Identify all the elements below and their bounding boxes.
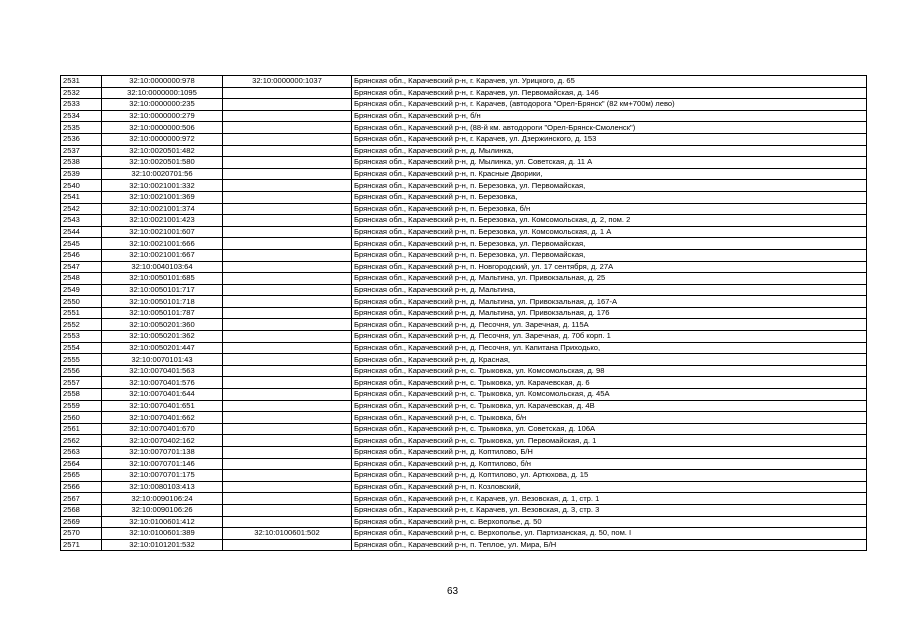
parent-cadastral-number-cell — [223, 122, 352, 134]
cadastral-number-cell: 32:10:0020501:482 — [102, 145, 223, 157]
row-number-cell: 2568 — [61, 504, 102, 516]
table-row — [61, 365, 867, 377]
address-cell: Брянская обл., Карачевский р-н, д. Красная, — [352, 354, 867, 366]
cadastral-number-cell: 32:10:0050201:362 — [102, 331, 223, 343]
address-cell: Брянская обл., Карачевский р-н, с. Трыковка, ул. Первомайская, д. 1 — [352, 435, 867, 447]
cadastral-number-cell: 32:10:0040103:64 — [102, 261, 223, 273]
cadastral-number-cell: 32:10:0021001:607 — [102, 226, 223, 238]
address-cell: Брянская обл., Карачевский р-н, п. Березовка, — [352, 191, 867, 203]
cadastral-number-cell: 32:10:0050101:718 — [102, 296, 223, 308]
row-number-cell: 2552 — [61, 319, 102, 331]
cadastral-number-cell: 32:10:0100601:389 — [102, 528, 223, 540]
address-cell: Брянская обл., Карачевский р-н, д. Песочня, ул. Заречная, д. 70б корп. 1 — [352, 331, 867, 343]
table-row — [61, 470, 867, 482]
table-row — [61, 400, 867, 412]
cadastral-number-cell: 32:10:0000000:279 — [102, 110, 223, 122]
parent-cadastral-number-cell — [223, 284, 352, 296]
row-number-cell: 2547 — [61, 261, 102, 273]
parent-cadastral-number-cell — [223, 493, 352, 505]
row-number-cell: 2551 — [61, 307, 102, 319]
address-cell: Брянская обл., Карачевский р-н, п. Березовка, б/н — [352, 203, 867, 215]
parent-cadastral-number-cell — [223, 203, 352, 215]
row-number-cell: 2531 — [61, 76, 102, 88]
table-row — [61, 87, 867, 99]
table-row — [61, 273, 867, 285]
parent-cadastral-number-cell — [223, 447, 352, 459]
row-number-cell: 2534 — [61, 110, 102, 122]
row-number-cell: 2539 — [61, 168, 102, 180]
table-row — [61, 412, 867, 424]
parent-cadastral-number-cell — [223, 412, 352, 424]
cadastral-number-cell: 32:10:0070401:576 — [102, 377, 223, 389]
table-row — [61, 423, 867, 435]
table-row — [61, 157, 867, 169]
cadastral-number-cell: 32:10:0050101:787 — [102, 307, 223, 319]
parent-cadastral-number-cell — [223, 157, 352, 169]
address-cell: Брянская обл., Карачевский р-н, с. Трыковка, ул. Советская, д. 106А — [352, 423, 867, 435]
cadastral-number-cell: 32:10:0020701:56 — [102, 168, 223, 180]
address-cell: Брянская обл., Карачевский р-н, д. Коптилово, ул. Артюхова, д. 15 — [352, 470, 867, 482]
table-row — [61, 238, 867, 250]
parent-cadastral-number-cell: 32:10:0100601:502 — [223, 528, 352, 540]
table-row — [61, 261, 867, 273]
parent-cadastral-number-cell — [223, 87, 352, 99]
row-number-cell: 2562 — [61, 435, 102, 447]
parent-cadastral-number-cell — [223, 354, 352, 366]
cadastral-number-cell: 32:10:0000000:972 — [102, 133, 223, 145]
row-number-cell: 2537 — [61, 145, 102, 157]
parent-cadastral-number-cell — [223, 481, 352, 493]
row-number-cell: 2544 — [61, 226, 102, 238]
row-number-cell: 2553 — [61, 331, 102, 343]
cadastral-number-cell: 32:10:0021001:369 — [102, 191, 223, 203]
row-number-cell: 2536 — [61, 133, 102, 145]
address-cell: Брянская обл., Карачевский р-н, п. Козловский, — [352, 481, 867, 493]
row-number-cell: 2566 — [61, 481, 102, 493]
address-cell: Брянская обл., Карачевский р-н, п. Теплое, ул. Мира, Б/Н — [352, 539, 867, 551]
address-cell: Брянская обл., Карачевский р-н, б/н — [352, 110, 867, 122]
cadastral-number-cell: 32:10:0050101:685 — [102, 273, 223, 285]
address-cell: Брянская обл., Карачевский р-н, г. Карачев, ул. Дзержинского, д. 153 — [352, 133, 867, 145]
row-number-cell: 2563 — [61, 447, 102, 459]
address-cell: Брянская обл., Карачевский р-н, п. Новгородский, ул. 17 сентября, д. 27А — [352, 261, 867, 273]
address-cell: Брянская обл., Карачевский р-н, г. Карачев, ул. Везовская, д. 1, стр. 1 — [352, 493, 867, 505]
row-number-cell: 2533 — [61, 99, 102, 111]
address-cell: Брянская обл., Карачевский р-н, п. Березовка, ул. Первомайская, — [352, 238, 867, 250]
cadastral-number-cell: 32:10:0021001:667 — [102, 249, 223, 261]
cadastral-number-cell: 32:10:0021001:423 — [102, 215, 223, 227]
address-cell: Брянская обл., Карачевский р-н, п. Березовка, ул. Первомайская, — [352, 180, 867, 192]
table-row — [61, 389, 867, 401]
address-cell: Брянская обл., Карачевский р-н, с. Верхополье, д. 50 — [352, 516, 867, 528]
cadastral-number-cell: 32:10:0090106:26 — [102, 504, 223, 516]
parent-cadastral-number-cell — [223, 458, 352, 470]
cadastral-number-cell: 32:10:0050201:447 — [102, 342, 223, 354]
row-number-cell: 2549 — [61, 284, 102, 296]
cadastral-number-cell: 32:10:0000000:506 — [102, 122, 223, 134]
row-number-cell: 2545 — [61, 238, 102, 250]
cadastral-number-cell: 32:10:0070701:146 — [102, 458, 223, 470]
row-number-cell: 2541 — [61, 191, 102, 203]
page-number: 63 — [446, 586, 459, 597]
table-row — [61, 191, 867, 203]
cadastral-number-cell: 32:10:0070701:138 — [102, 447, 223, 459]
address-cell: Брянская обл., Карачевский р-н, (88-й км. автодороги "Орел-Брянск-Смоленск") — [352, 122, 867, 134]
cadastral-number-cell: 32:10:0021001:332 — [102, 180, 223, 192]
address-cell: Брянская обл., Карачевский р-н, с. Верхополье, ул. Партизанская, д. 50, пом. I — [352, 528, 867, 540]
table-row — [61, 504, 867, 516]
address-cell: Брянская обл., Карачевский р-н, д. Песочня, ул. Заречная, д. 115А — [352, 319, 867, 331]
cadastral-number-cell: 32:10:0021001:666 — [102, 238, 223, 250]
table-row — [61, 226, 867, 238]
table-row — [61, 458, 867, 470]
cadastral-number-cell: 32:10:0050101:717 — [102, 284, 223, 296]
parent-cadastral-number-cell — [223, 168, 352, 180]
table-row — [61, 110, 867, 122]
parent-cadastral-number-cell — [223, 99, 352, 111]
table-row — [61, 528, 867, 540]
cadastral-number-cell: 32:10:0000000:1095 — [102, 87, 223, 99]
registry-table-body — [61, 76, 867, 551]
parent-cadastral-number-cell — [223, 133, 352, 145]
table-row — [61, 76, 867, 88]
table-row — [61, 435, 867, 447]
cadastral-number-cell: 32:10:0021001:374 — [102, 203, 223, 215]
cadastral-number-cell: 32:10:0070401:644 — [102, 389, 223, 401]
row-number-cell: 2535 — [61, 122, 102, 134]
cadastral-number-cell: 32:10:0020501:580 — [102, 157, 223, 169]
parent-cadastral-number-cell — [223, 435, 352, 447]
parent-cadastral-number-cell — [223, 539, 352, 551]
address-cell: Брянская обл., Карачевский р-н, с. Трыковка, ул. Карачевская, д. 4В — [352, 400, 867, 412]
table-row — [61, 180, 867, 192]
table-row — [61, 215, 867, 227]
table-row — [61, 342, 867, 354]
parent-cadastral-number-cell: 32:10:0000000:1037 — [223, 76, 352, 88]
parent-cadastral-number-cell — [223, 400, 352, 412]
address-cell: Брянская обл., Карачевский р-н, п. Березовка, ул. Комсомольская, д. 1 А — [352, 226, 867, 238]
row-number-cell: 2554 — [61, 342, 102, 354]
row-number-cell: 2559 — [61, 400, 102, 412]
parent-cadastral-number-cell — [223, 377, 352, 389]
parent-cadastral-number-cell — [223, 365, 352, 377]
table-row — [61, 319, 867, 331]
parent-cadastral-number-cell — [223, 273, 352, 285]
cadastral-number-cell: 32:10:0000000:235 — [102, 99, 223, 111]
table-row — [61, 133, 867, 145]
row-number-cell: 2571 — [61, 539, 102, 551]
address-cell: Брянская обл., Карачевский р-н, г. Карачев, ул. Везовская, д. 3, стр. 3 — [352, 504, 867, 516]
row-number-cell: 2556 — [61, 365, 102, 377]
cadastral-registry-table — [60, 75, 867, 551]
table-row — [61, 99, 867, 111]
cadastral-number-cell: 32:10:0070401:670 — [102, 423, 223, 435]
table-row — [61, 284, 867, 296]
cadastral-number-cell: 32:10:0070401:651 — [102, 400, 223, 412]
table-row — [61, 516, 867, 528]
row-number-cell: 2532 — [61, 87, 102, 99]
cadastral-number-cell: 32:10:0070401:563 — [102, 365, 223, 377]
parent-cadastral-number-cell — [223, 145, 352, 157]
parent-cadastral-number-cell — [223, 238, 352, 250]
address-cell: Брянская обл., Карачевский р-н, д. Мылинка, ул. Советская, д. 11 А — [352, 157, 867, 169]
address-cell: Брянская обл., Карачевский р-н, с. Трыковка, ул. Комсомольская, д. 98 — [352, 365, 867, 377]
parent-cadastral-number-cell — [223, 110, 352, 122]
cadastral-number-cell: 32:10:0100601:412 — [102, 516, 223, 528]
table-row — [61, 168, 867, 180]
row-number-cell: 2564 — [61, 458, 102, 470]
row-number-cell: 2542 — [61, 203, 102, 215]
address-cell: Брянская обл., Карачевский р-н, г. Карачев, ул. Урицкого, д. 65 — [352, 76, 867, 88]
row-number-cell: 2558 — [61, 389, 102, 401]
address-cell: Брянская обл., Карачевский р-н, г. Карачев, (автодорога "Орел-Брянск" (82 км+700м) лево) — [352, 99, 867, 111]
row-number-cell: 2546 — [61, 249, 102, 261]
address-cell: Брянская обл., Карачевский р-н, д. Мальтина, ул. Привокзальная, д. 25 — [352, 273, 867, 285]
cadastral-number-cell: 32:10:0090106:24 — [102, 493, 223, 505]
cadastral-number-cell: 32:10:0070701:175 — [102, 470, 223, 482]
parent-cadastral-number-cell — [223, 296, 352, 308]
cadastral-number-cell: 32:10:0080103:413 — [102, 481, 223, 493]
table-row — [61, 296, 867, 308]
table-row — [61, 203, 867, 215]
parent-cadastral-number-cell — [223, 215, 352, 227]
row-number-cell: 2550 — [61, 296, 102, 308]
cadastral-number-cell: 32:10:0070402:162 — [102, 435, 223, 447]
row-number-cell: 2538 — [61, 157, 102, 169]
row-number-cell: 2543 — [61, 215, 102, 227]
parent-cadastral-number-cell — [223, 226, 352, 238]
parent-cadastral-number-cell — [223, 470, 352, 482]
row-number-cell: 2540 — [61, 180, 102, 192]
address-cell: Брянская обл., Карачевский р-н, д. Мальтина, ул. Привокзальная, д. 167-А — [352, 296, 867, 308]
address-cell: Брянская обл., Карачевский р-н, д. Мальтина, — [352, 284, 867, 296]
cadastral-number-cell: 32:10:0050201:360 — [102, 319, 223, 331]
address-cell: Брянская обл., Карачевский р-н, д. Мальтина, ул. Привокзальная, д. 176 — [352, 307, 867, 319]
address-cell: Брянская обл., Карачевский р-н, д. Коптилово, Б/Н — [352, 447, 867, 459]
address-cell: Брянская обл., Карачевский р-н, д. Мылинка, — [352, 145, 867, 157]
table-row — [61, 331, 867, 343]
parent-cadastral-number-cell — [223, 191, 352, 203]
row-number-cell: 2560 — [61, 412, 102, 424]
row-number-cell: 2570 — [61, 528, 102, 540]
table-row — [61, 481, 867, 493]
row-number-cell: 2565 — [61, 470, 102, 482]
table-row — [61, 249, 867, 261]
address-cell: Брянская обл., Карачевский р-н, г. Карачев, ул. Первомайская, д. 146 — [352, 87, 867, 99]
parent-cadastral-number-cell — [223, 342, 352, 354]
address-cell: Брянская обл., Карачевский р-н, п. Березовка, ул. Комсомольская, д. 2, пом. 2 — [352, 215, 867, 227]
parent-cadastral-number-cell — [223, 331, 352, 343]
parent-cadastral-number-cell — [223, 423, 352, 435]
parent-cadastral-number-cell — [223, 504, 352, 516]
cadastral-number-cell: 32:10:0070401:662 — [102, 412, 223, 424]
address-cell: Брянская обл., Карачевский р-н, с. Трыковка, ул. Комсомольская, д. 45А — [352, 389, 867, 401]
row-number-cell: 2548 — [61, 273, 102, 285]
row-number-cell: 2567 — [61, 493, 102, 505]
table-row — [61, 307, 867, 319]
table-row — [61, 122, 867, 134]
table-row — [61, 377, 867, 389]
row-number-cell: 2569 — [61, 516, 102, 528]
row-number-cell: 2557 — [61, 377, 102, 389]
row-number-cell: 2561 — [61, 423, 102, 435]
parent-cadastral-number-cell — [223, 319, 352, 331]
cadastral-number-cell: 32:10:0000000:978 — [102, 76, 223, 88]
parent-cadastral-number-cell — [223, 261, 352, 273]
parent-cadastral-number-cell — [223, 180, 352, 192]
parent-cadastral-number-cell — [223, 389, 352, 401]
cadastral-number-cell: 32:10:0070101:43 — [102, 354, 223, 366]
table-row — [61, 447, 867, 459]
address-cell: Брянская обл., Карачевский р-н, д. Коптилово, б/н — [352, 458, 867, 470]
address-cell: Брянская обл., Карачевский р-н, с. Трыковка, б/н — [352, 412, 867, 424]
cadastral-number-cell: 32:10:0101201:532 — [102, 539, 223, 551]
address-cell: Брянская обл., Карачевский р-н, п. Красные Дворики, — [352, 168, 867, 180]
parent-cadastral-number-cell — [223, 249, 352, 261]
table-row — [61, 145, 867, 157]
address-cell: Брянская обл., Карачевский р-н, п. Березовка, ул. Первомайская, — [352, 249, 867, 261]
parent-cadastral-number-cell — [223, 516, 352, 528]
table-row — [61, 354, 867, 366]
address-cell: Брянская обл., Карачевский р-н, д. Песочня, ул. Капитана Приходько, — [352, 342, 867, 354]
table-row — [61, 493, 867, 505]
parent-cadastral-number-cell — [223, 307, 352, 319]
row-number-cell: 2555 — [61, 354, 102, 366]
address-cell: Брянская обл., Карачевский р-н, с. Трыковка, ул. Карачевская, д. 6 — [352, 377, 867, 389]
table-row — [61, 539, 867, 551]
